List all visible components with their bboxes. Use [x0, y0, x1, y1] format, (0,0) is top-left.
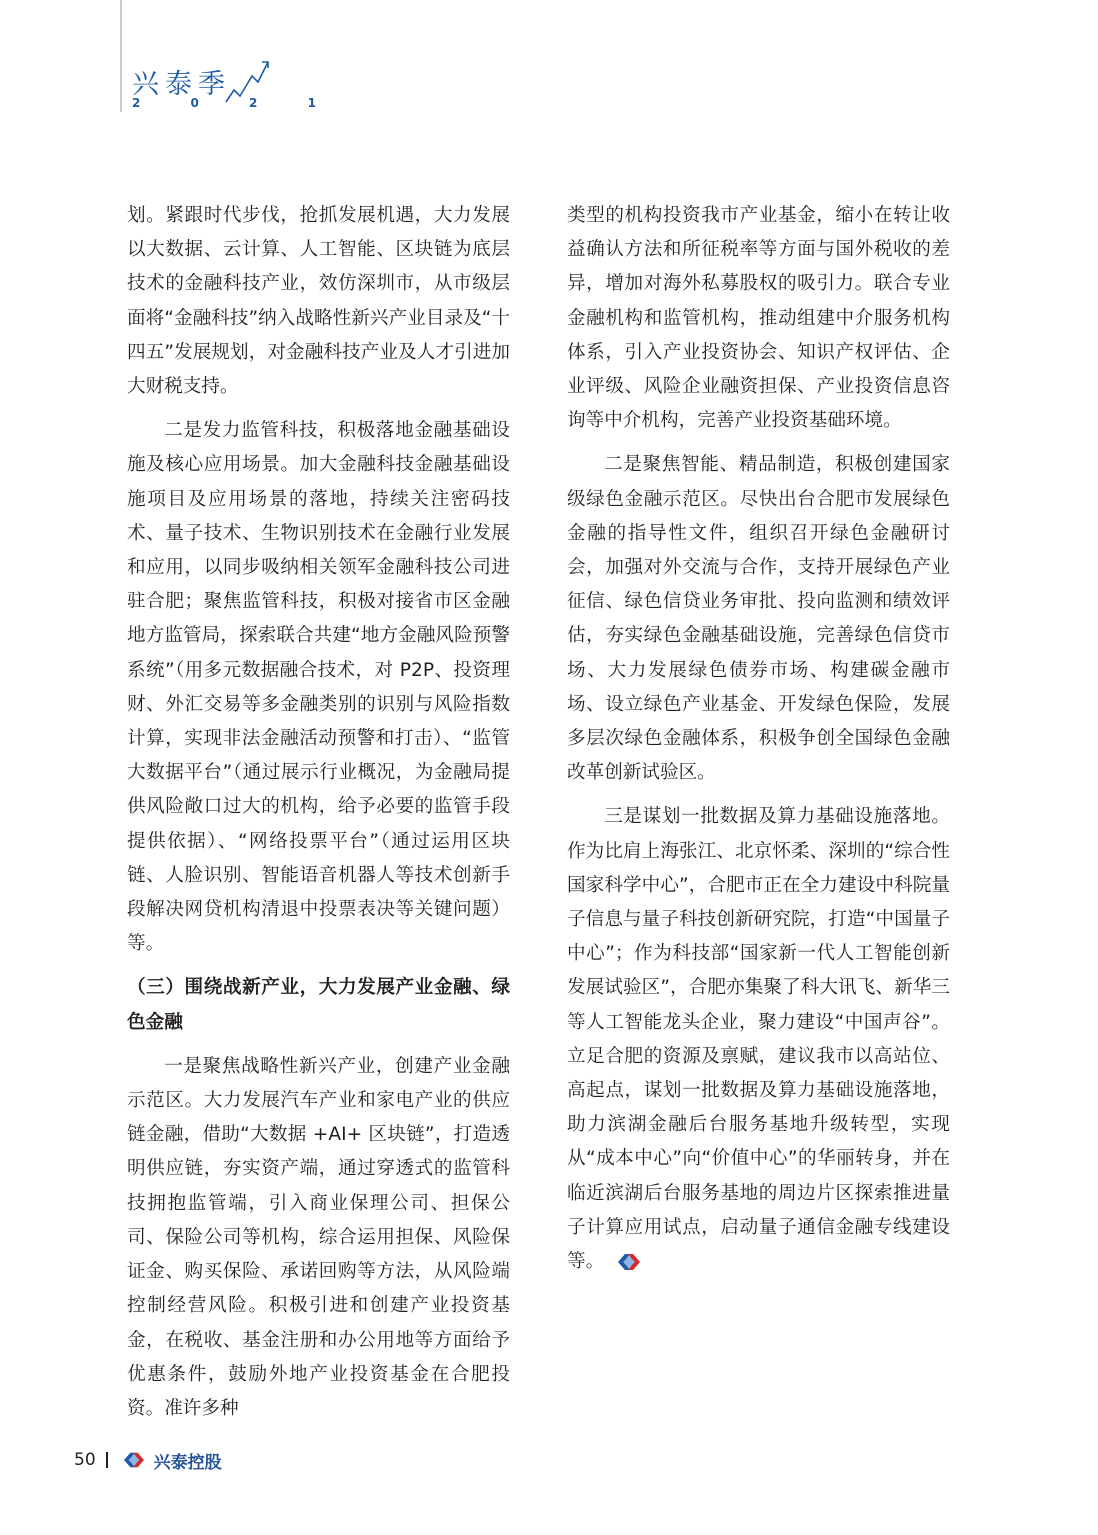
footer-divider [106, 1452, 108, 1468]
brand-logo-icon [614, 1251, 644, 1273]
page-number: 50 [74, 1450, 96, 1470]
brand-logo-icon [120, 1450, 148, 1470]
masthead-title: 兴泰季 [132, 69, 231, 100]
paragraph [567, 800, 950, 1279]
masthead-divider-line [120, 0, 122, 112]
trend-arrow-icon [224, 56, 272, 108]
paragraph-text: 三是谋划一批数据及算力基础设施落地。作为比肩上海张江、北京怀柔、深圳的“综合性国家科学中心”，合肥市正在全力建设中科院量子信息与量子科技创新研究院，打造“中国量子中心”；作为科技部“国家新一代人工智能创新发展试验区”，合肥亦集聚了科大讯飞、新华三等人工智能龙头企业，聚力建设“中国声谷”。立足合肥的资源及禀赋，建议我市以高站位、高起点，谋划一批数据及算力基础设施落地，助力滨湖金融后台服务基地升级转型，实现从“成本中心”向“价值中心”的华丽转身，并在临近滨湖后台服务基地的周边片区探索推进量子计算应用试点，启动量子通信金融专线建设等。 [567, 806, 950, 1273]
paragraph: 类型的机构投资我市产业基金，缩小在转让收益确认方法和所征税率等方面与国外税收的差异，增加对海外私募股权的吸引力。联合专业金融机构和监管机构，推动组建中介服务机构体系，引入产业投资协会、知识产权评估、企业评级、风险企业融资担保、产业投资信息咨询等中介机构，完善产业投资基础环境。 [567, 205, 950, 432]
left-column [127, 199, 510, 1436]
paragraph: 二是发力监管科技，积极落地金融基础设施及核心应用场景。加大金融科技金融基础设施项目及应用场景的落地，持续关注密码技术、量子技术、生物识别技术在金融行业发展和应用，以同步吸纳相关领军金融科技公司进驻合肥；聚焦监管科技，积极对接省市区金融地方监管局，探索联合共建“地方金融风险预警系统”（用多元数据融合技术，对 P2P、投资理财、外汇交易等多金融类别的识别与风险指数计算，实现非法金融活动预警和打击）、“监管大数据平台”（通过展示行业概况，为金融局提供风险敞口过大的机构，给予必要的监管手段提供依据）、“网络投票平台”（通过运用区块链、人脸识别、智能语音机器人等技术创新手段解决网贷机构清退中投票表决等关键问题）等。 [127, 420, 510, 955]
paragraph: 划。紧跟时代步伐，抢抓发展机遇，大力发展以大数据、云计算、人工智能、区块链为底层技术的金融科技产业，效仿深圳市，从市级层面将“金融科技”纳入战略性新兴产业目录及“十四五”发展规划，对金融科技产业及人才引进加大财税支持。 [127, 205, 510, 398]
footer-brand-name: 兴泰控股 [153, 1452, 222, 1473]
page-footer [74, 1447, 222, 1473]
paragraph: 一是聚焦战略性新兴产业，创建产业金融示范区。大力发展汽车产业和家电产业的供应链金融，借助“大数据 +AI+ 区块链”，打造透明供应链，夯实资产端，通过穿透式的监管科技拥抱监管端，引入商业保理公司、担保公司、保险公司等机构，综合运用担保、风险保证金、购买保险、承诺回购等方法，从风险端控制经营风险。积极引进和创建产业投资基金，在税收、基金注册和办公用地等方面给予优惠条件，鼓励外地产业投资基金在合肥投资。准许多种 [127, 1055, 510, 1419]
masthead-year: 2 0 2 1 [132, 96, 339, 110]
section-heading: （三）围绕战新产业，大力发展产业金融、绿色金融 [127, 977, 510, 1033]
paragraph: 二是聚焦智能、精品制造，积极创建国家级绿色金融示范区。尽快出台合肥市发展绿色金融的指导性文件，组织召开绿色金融研讨会，加强对外交流与合作，支持开展绿色产业征信、绿色信贷业务审批、投向监测和绩效评估，夯实绿色金融基础设施，完善绿色信贷市场、大力发展绿色债券市场、构建碳金融市场、设立绿色产业基金、开发绿色保险，发展多层次绿色金融体系，积极争创全国绿色金融改革创新试验区。 [567, 454, 950, 784]
right-column [567, 199, 950, 1289]
